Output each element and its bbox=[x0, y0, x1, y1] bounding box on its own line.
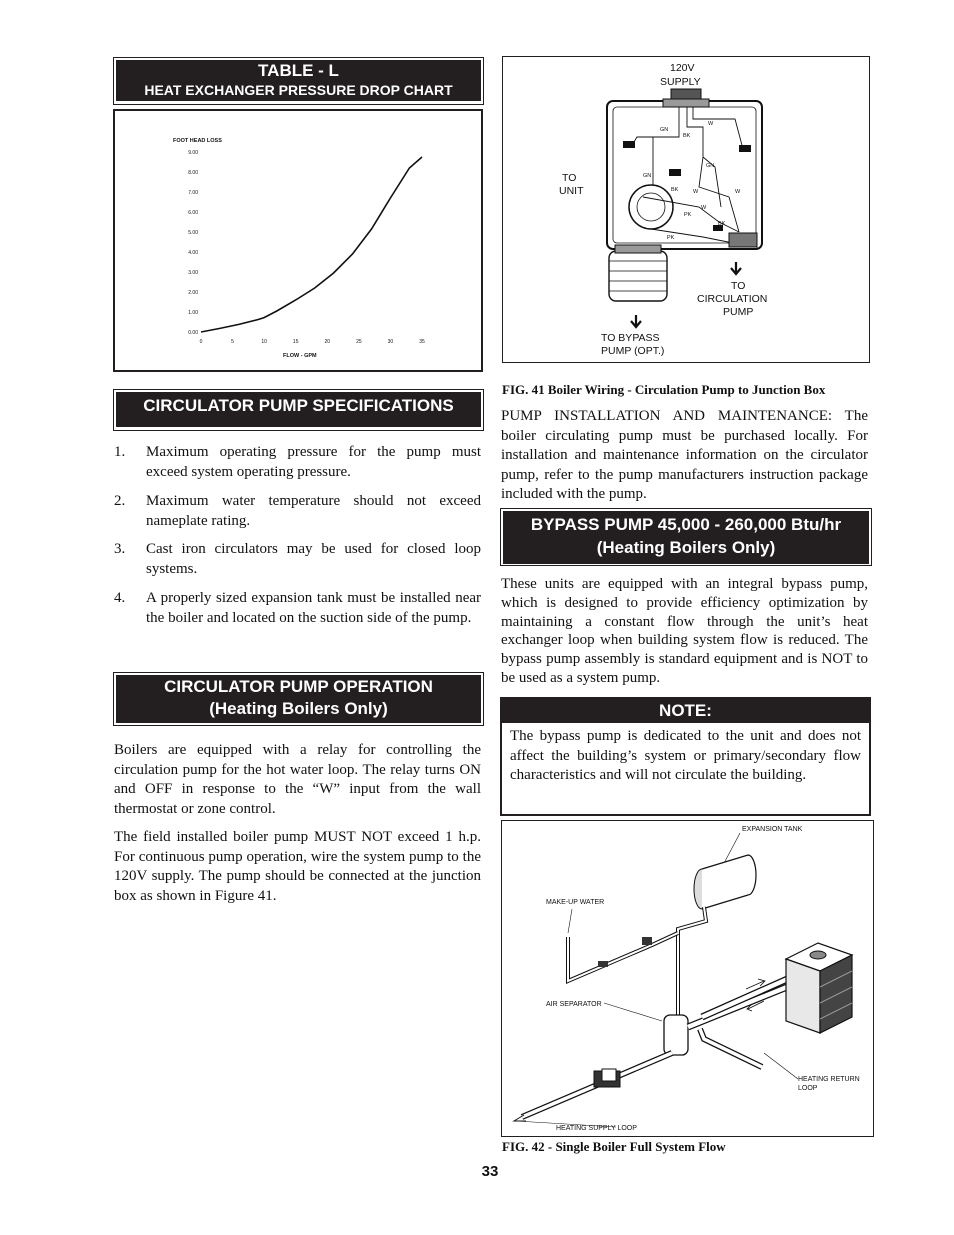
fig41-to-unit-label-2: UNIT bbox=[559, 185, 584, 197]
air-separator bbox=[664, 1015, 688, 1055]
wire-nut bbox=[623, 141, 635, 148]
pump-specs-header: CIRCULATOR PUMP SPECIFICATIONS bbox=[116, 392, 481, 427]
wire-label-w: W bbox=[735, 189, 741, 195]
pump-operation-heading-line1: CIRCULATOR PUMP OPERATION bbox=[164, 677, 433, 696]
spec-item-number: 4. bbox=[114, 590, 126, 606]
fig41-supply-label-1: 120V bbox=[670, 62, 695, 74]
supply-conduit-nut bbox=[663, 99, 709, 107]
y-tick-label: 6.00 bbox=[188, 210, 198, 216]
pump-operation-header bbox=[116, 675, 481, 723]
wire-label-bk: BK bbox=[718, 221, 726, 227]
spec-item-number: 3. bbox=[114, 541, 126, 557]
pump-operation-para-2: The field installed boiler pump MUST NOT exceed 1 h.p. For continuous pump operation, wire the system pump to the 120V supply. The pump should be connected at the junction box as shown in Figure 41. bbox=[114, 829, 481, 904]
wire-nut bbox=[739, 145, 751, 152]
y-tick-label: 0.00 bbox=[188, 330, 198, 336]
fig42-heating-supply-label: HEATING SUPPLY LOOP bbox=[556, 1125, 637, 1132]
boiler-vent bbox=[810, 951, 826, 959]
fig42-system-flow-diagram bbox=[502, 821, 873, 1136]
y-tick-label: 8.00 bbox=[188, 170, 198, 176]
makeup-water-pipe-fill bbox=[568, 933, 678, 981]
wire-nut bbox=[669, 169, 681, 176]
fig41-caption: FIG. 41 Boiler Wiring - Circulation Pump to Junction Box bbox=[502, 382, 826, 397]
chart-xlabel: FLOW - GPM bbox=[283, 353, 317, 359]
y-tick-label: 4.00 bbox=[188, 250, 198, 256]
wire-label-pk: PK bbox=[684, 212, 692, 218]
relay-knockout-inner bbox=[637, 193, 665, 221]
x-tick-label: 30 bbox=[387, 339, 394, 345]
y-tick-label: 3.00 bbox=[188, 270, 198, 276]
spec-item-text: Maximum operating pressure for the pump must exceed system operating pressure. bbox=[146, 444, 481, 480]
fig41-to-circ-label-1: TO bbox=[731, 280, 746, 292]
fig41-to-unit-label-1: TO bbox=[562, 172, 577, 184]
y-tick-label: 5.00 bbox=[188, 230, 198, 236]
fig41-to-circ-label-2: CIRCULATION bbox=[697, 293, 768, 305]
spec-item-1 bbox=[114, 443, 481, 483]
bypass-conduit-fitting bbox=[609, 251, 667, 301]
bypass-para: These units are equipped with an integral bypass pump, which is designed to provide efficiency optimization by maintaining a constant flow through the unit’s heat exchanger loop when building system flow is reduced. The bypass pump assembly is standard equipment and is NOT to be used as a system pump. bbox=[501, 576, 868, 686]
boiler-front bbox=[786, 959, 820, 1033]
wire-label-w: W bbox=[693, 189, 699, 195]
return-pipe-from-boiler-fill bbox=[702, 977, 792, 1017]
table-l-subtitle: HEAT EXCHANGER PRESSURE DROP CHART bbox=[144, 82, 453, 98]
pump-install-para: PUMP INSTALLATION AND MAINTENANCE: The boiler circulating pump must be purchased locally. For installation and maintenance information on the circulator pump, refer to the pump manufacturers instruction package included with the pump. bbox=[501, 408, 868, 502]
y-tick-label: 2.00 bbox=[188, 290, 198, 296]
spec-item-text: A properly sized expansion tank must be installed near the boiler and located on the suction side of the pump. bbox=[146, 590, 481, 626]
x-tick-label: 5 bbox=[231, 339, 234, 345]
x-tick-label: 0 bbox=[199, 339, 203, 345]
fig42-air-separator-label: AIR SEPARATOR bbox=[546, 1001, 602, 1008]
y-tick-label: 1.00 bbox=[188, 310, 198, 316]
fig41-supply-label-2: SUPPLY bbox=[660, 76, 701, 88]
spec-item-number: 2. bbox=[114, 493, 126, 509]
supply-pipe-to-boiler-fill bbox=[688, 985, 792, 1027]
junction-box bbox=[607, 101, 762, 249]
pump-operation-heading-line2: (Heating Boilers Only) bbox=[209, 699, 388, 718]
table-l-title: TABLE - L bbox=[258, 61, 339, 80]
heating-return-pipe-fill bbox=[700, 1029, 762, 1067]
fig41-to-bypass-label-2: PUMP (OPT.) bbox=[601, 345, 665, 357]
x-tick-label: 20 bbox=[324, 339, 331, 345]
relay-knockout bbox=[629, 185, 673, 229]
x-tick-label: 35 bbox=[419, 339, 425, 345]
table-l-header bbox=[116, 60, 481, 101]
note-heading: NOTE: bbox=[502, 699, 869, 723]
spec-item-text: Maximum water temperature should not exceed nameplate rating. bbox=[146, 493, 481, 529]
pressure-drop-chart bbox=[117, 113, 479, 368]
wire-label-gn: GN bbox=[660, 127, 669, 133]
wire-label-bk: BK bbox=[683, 133, 691, 139]
spec-item-2 bbox=[114, 492, 481, 532]
wire-label-gn: GN bbox=[643, 173, 652, 179]
x-tick-label: 10 bbox=[261, 339, 267, 345]
system-pump-motor bbox=[602, 1069, 616, 1081]
fig41-to-circ-label-3: PUMP bbox=[723, 306, 754, 318]
wire-label-bk: BK bbox=[671, 187, 679, 193]
makeup-valve bbox=[642, 937, 652, 945]
note-box bbox=[500, 697, 871, 816]
arrow-down-icon bbox=[731, 262, 741, 274]
makeup-valve bbox=[598, 961, 608, 967]
bypass-heading-line1: BYPASS PUMP 45,000 - 260,000 Btu/hr bbox=[530, 515, 842, 534]
bypass-header bbox=[503, 511, 869, 564]
wire-label-gn: GN bbox=[706, 163, 715, 169]
arrow-down-icon bbox=[631, 315, 641, 327]
chart-ylabel: FOOT HEAD LOSS bbox=[173, 138, 222, 144]
x-tick-label: 25 bbox=[356, 339, 362, 345]
spec-item-number: 1. bbox=[114, 444, 126, 460]
fig42-caption: FIG. 42 - Single Boiler Full System Flow bbox=[502, 1139, 726, 1154]
spec-item-3 bbox=[114, 540, 481, 580]
page-number: 33 bbox=[481, 1163, 499, 1180]
fig41-to-bypass-label-1: TO BYPASS bbox=[601, 332, 660, 344]
chart-series-line bbox=[201, 157, 422, 332]
fig41-wiring-diagram bbox=[503, 57, 869, 362]
fig42-expansion-tank-label: EXPANSION TANK bbox=[742, 826, 803, 833]
y-tick-label: 9.00 bbox=[188, 150, 198, 156]
x-tick-label: 15 bbox=[292, 339, 299, 345]
fig42-heating-return-label-1: HEATING RETURN bbox=[798, 1076, 860, 1083]
pump-operation-para-1: Boilers are equipped with a relay for controlling the circulation pump for the hot water loop. The relay turns ON and OFF in response to the “W” input from the wall thermostat or zone control. bbox=[114, 742, 481, 817]
bypass-conduit-cap bbox=[615, 245, 661, 253]
fig42-makeup-water-label: MAKE-UP WATER bbox=[546, 899, 605, 906]
wire-label-w: W bbox=[701, 205, 707, 211]
expansion-tank bbox=[702, 855, 756, 909]
wire-label-pk: PK bbox=[667, 235, 675, 241]
y-tick-label: 7.00 bbox=[188, 190, 198, 196]
circ-pump-conduit bbox=[729, 233, 757, 247]
wire-label-w: W bbox=[708, 121, 714, 127]
spec-item-text: Cast iron circulators may be used for closed loop systems. bbox=[146, 541, 481, 577]
note-text: The bypass pump is dedicated to the unit and does not affect the building’s system or primary/secondary flow characteristics and will not circulate the building. bbox=[510, 728, 861, 783]
spec-item-4 bbox=[114, 589, 481, 649]
fig42-heating-return-label-2: LOOP bbox=[798, 1085, 818, 1092]
bypass-heading-line2: (Heating Boilers Only) bbox=[596, 538, 776, 557]
